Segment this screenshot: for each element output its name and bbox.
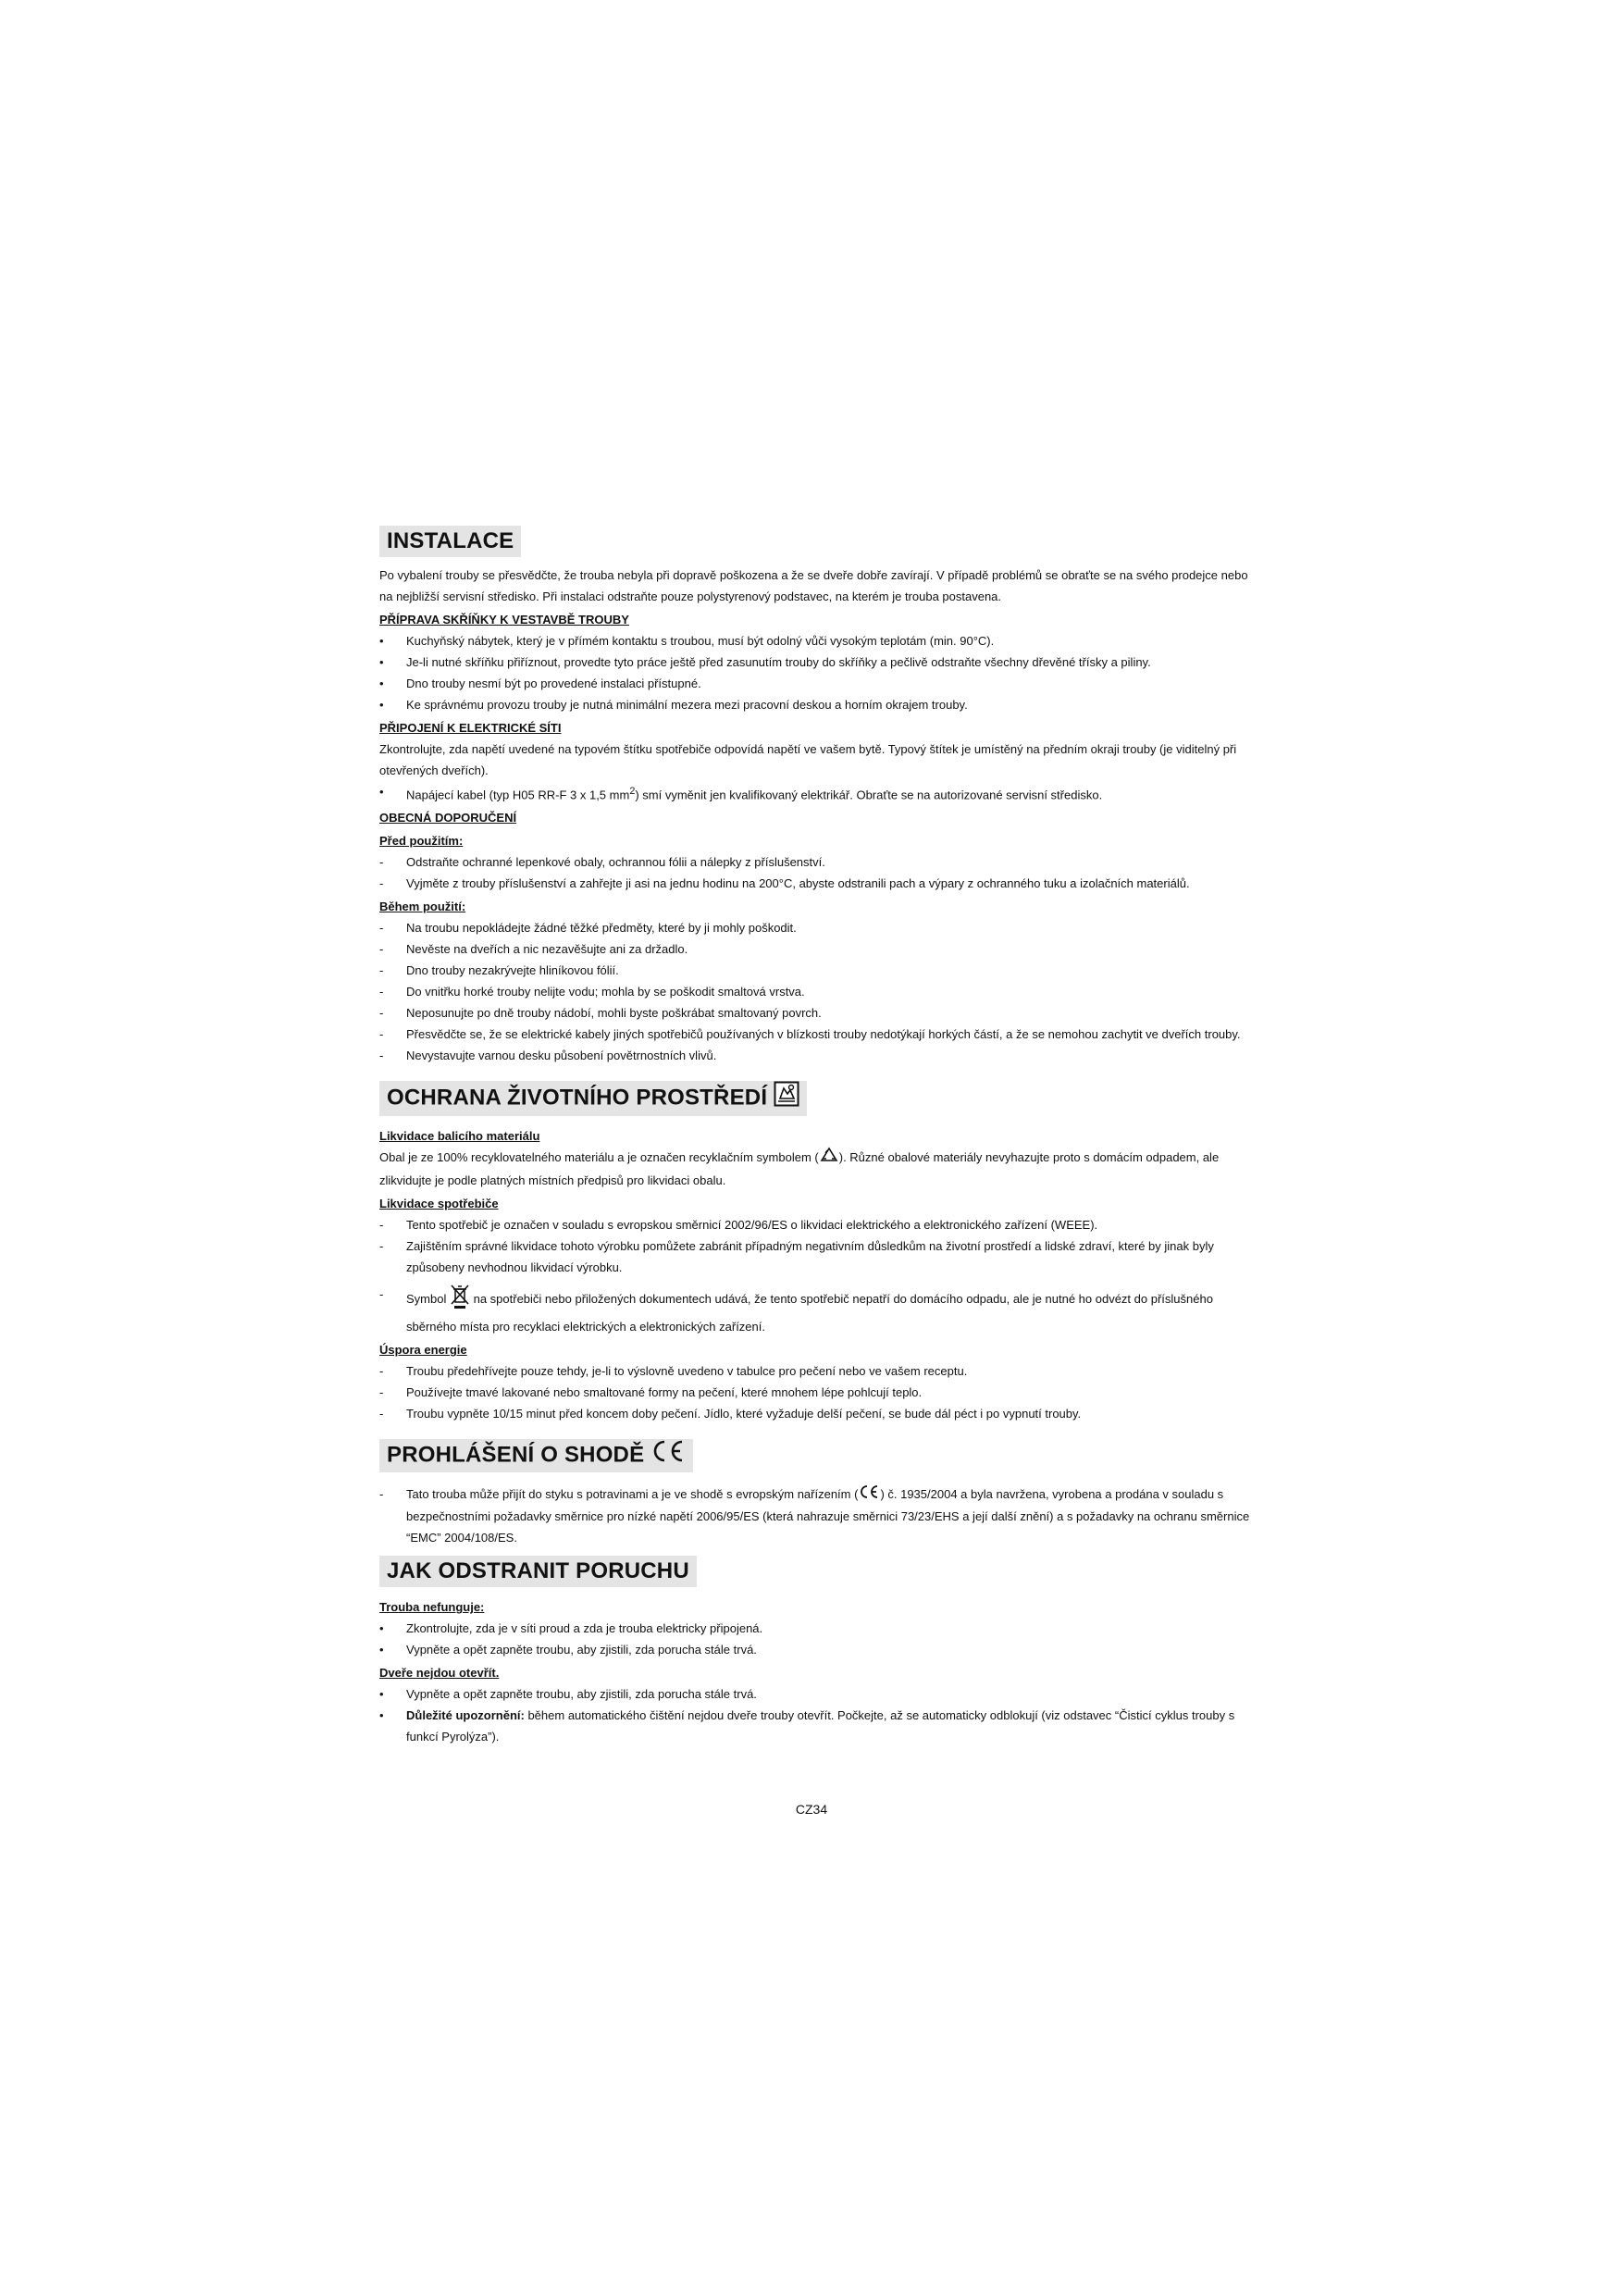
likvidace-spotrebice-list	[379, 1214, 1263, 1337]
uspora-energie-list	[379, 1360, 1263, 1424]
list-item: • Kuchyňský nábytek, který je v přímém kontaktu s troubou, musí být odolný vůči vysokým teplotám (min. 90°C).	[379, 634, 995, 648]
list-item: - Troubu předehřívejte pouze tehdy, je-li to výslovně uvedeno v tabulce pro pečení nebo ve vašem receptu.	[379, 1364, 968, 1379]
list-item: - Tato trouba může přijít do styku s potravinami a je ve shodě s evropským nařízením ( ) č. 1935/2004 a byla navržena, vyrobena a prodána v souladu s bezpečnostními požadavky směrnice pro nízké napětí 2006/95/ES (která nahrazuje směrnici 73/23/EHS a její další znění) a s požadavky na ochranu směrnice “EMC” 2004/108/ES.	[379, 1483, 1263, 1548]
instalace-intro: Po vybalení trouby se přesvědčte, že trouba nebyla při dopravě poškozena a že se dveře dobře zavírají. V případě problémů se obraťte se na svého prodejce nebo na nejbližší servisní středisko. Při instalaci odstraňte pouze polystyrenový podstavec, na kterém je trouba postavena.	[379, 568, 1248, 603]
list-item: - Neposunujte po dně trouby nádobí, mohli byste poškrábat smaltovaný povrch.	[379, 1006, 822, 1021]
priprava-list	[379, 630, 1263, 715]
list-item: • Vypněte a opět zapněte troubu, aby zjistili, zda porucha stále trvá.	[379, 1687, 757, 1702]
list-item: - Na troubu nepokládejte žádné těžké předměty, které by ji mohly poškodit.	[379, 921, 797, 936]
document-body	[379, 526, 1263, 1747]
subheading-behem-pouziti: Během použití:	[379, 900, 466, 914]
subheading-pripojeni: PŘIPOJENÍ K ELEKTRICKÉ SÍTI	[379, 721, 562, 735]
list-item: • Zkontrolujte, zda je v síti proud a zda je trouba elektricky připojená.	[379, 1621, 763, 1636]
pripojeni-text: Zkontrolujte, zda napětí uvedené na typovém štítku spotřebiče odpovídá napětí ve vašem bytě. Typový štítek je umístěný na předním okraji trouby (je viditelný při otevřených dveřích).	[379, 742, 1237, 777]
subheading-priprava: PŘÍPRAVA SKŘÍŇKY K VESTAVBĚ TROUBY	[379, 613, 629, 627]
list-item: • Je-li nutné skříňku přiříznout, provedte tyto práce ještě před zasunutím trouby do skříňky a pečlivě odstraňte všechny dřevěné třísky a piliny.	[379, 655, 1151, 669]
list-item: • Ke správnému provozu trouby je nutná minimální mezera mezi pracovní deskou a horním okrajem trouby.	[379, 698, 968, 712]
pripojeni-list	[379, 781, 1263, 805]
list-item: - Odstraňte ochranné lepenkové obaly, ochrannou fólii a nálepky z příslušenství.	[379, 855, 825, 870]
subheading-likvidace-baliciho: Likvidace balicího materiálu	[379, 1129, 540, 1144]
subheading-dvere-nejdou: Dveře nejdou otevřít.	[379, 1666, 500, 1681]
list-item: - Používejte tmavé lakované nebo smaltované formy na pečení, které mnohem lépe pohlcují teplo.	[379, 1385, 923, 1400]
trouba-nefunguje-list	[379, 1618, 1263, 1660]
list-item: - Přesvědčte se, že se elektrické kabely jiných spotřebičů používaných v blízkosti trouby nedotýkají horkých částí, a že se nemohou zachytit ve dveřích trouby.	[379, 1027, 1241, 1042]
pred-pouzitim-list	[379, 851, 1263, 894]
prohlaseni-list	[379, 1483, 1263, 1548]
subheading-uspora-energie: Úspora energie	[379, 1343, 467, 1358]
list-item: - Do vnitřku horké trouby nelijte vodu; mohla by se poškodit smaltová vrstva.	[379, 985, 805, 999]
crossed-bin-icon	[450, 1284, 470, 1316]
list-item: - Dno trouby nezakrývejte hliníkovou fólií.	[379, 963, 619, 978]
list-item: - Tento spotřebič je označen v souladu s evropskou směrnicí 2002/96/ES o likvidaci elektrického a elektronického zařízení (WEEE).	[379, 1218, 1098, 1233]
CE-mark-icon	[858, 1484, 880, 1506]
dvere-nejdou-list	[379, 1683, 1263, 1747]
list-item: - Nevěste na dveřích a nic nezavěšujte ani za držadlo.	[379, 942, 688, 957]
list-item: • Dno trouby nesmí být po provedené instalaci přístupné.	[379, 676, 701, 690]
CE-mark-icon	[650, 1439, 686, 1472]
list-item: - Troubu vypněte 10/15 minut před koncem doby pečení. Jídlo, které vyžaduje delší pečení, se bude dál péct i po vypnutí trouby.	[379, 1407, 1082, 1421]
page-number: CZ34	[795, 1802, 828, 1817]
behem-pouziti-list	[379, 917, 1263, 1066]
likvidace-baliciho-text: Obal je ze 100% recyklovatelného materiálu a je označen recyklačním symbolem ( ). Různé obalové materiály nevyhazujte proto s domácím odpadem, ale zlikvidujte je podle platných místních předpisů pro likvidaci obalu.	[379, 1147, 1263, 1191]
list-item: - Vyjměte z trouby příslušenství a zahřejte ji asi na jednu hodinu na 200°C, abyste odstranili pach a výpary z ochranného tuku a izolačních materiálů.	[379, 876, 1190, 891]
section-title-instalace: INSTALACE	[379, 526, 521, 557]
section-title-porucha: JAK ODSTRANIT PORUCHU	[379, 1556, 697, 1587]
section-title-prohlaseni: PROHLÁŠENÍ O SHODĚ	[379, 1439, 693, 1472]
list-item: • Vypněte a opět zapněte troubu, aby zjistili, zda porucha stále trvá.	[379, 1643, 757, 1657]
environment-icon	[774, 1081, 799, 1116]
section-title-ochrana: OCHRANA ŽIVOTNÍHO PROSTŘEDÍ	[379, 1081, 807, 1116]
recycle-icon	[819, 1147, 839, 1170]
list-item: - Symbol na spotřebiči nebo přiložených dokumentech udává, že tento spotřebič nepatří do domácího odpadu, ale je nutné ho odvézt do příslušného sběrného místa pro recyklaci elektrických a elektronických zařízení.	[379, 1284, 1263, 1337]
subheading-pred-pouzitim: Před použitím:	[379, 834, 464, 849]
list-item: • Důležité upozornění: během automatického čištění nejdou dveře trouby otevřít. Počkejte, až se automaticky odblokují (viz odstavec “Čisticí cyklus trouby s funkcí Pyrolýza”).	[379, 1708, 1235, 1744]
list-item: • Napájecí kabel (typ H05 RR-F 3 x 1,5 $mm^2$) smí vyměnit jen kvalifikovaný elektrikář. Obraťte se na autorizované servisní středisko.	[379, 785, 1103, 802]
subheading-trouba-nefunguje: Trouba nefunguje:	[379, 1600, 485, 1615]
subheading-likvidace-spotrebice: Likvidace spotřebiče	[379, 1197, 499, 1211]
subheading-doporuceni: OBECNÁ DOPORUČENÍ	[379, 811, 517, 825]
list-item: - Nevystavujte varnou desku působení povětrnostních vlivů.	[379, 1049, 717, 1063]
list-item: - Zajištěním správné likvidace tohoto výrobku pomůžete zabránit případným negativním důsledkům na životní prostředí a lidské zdraví, které by jinak byly způsobeny nevhodnou likvidací výrobku.	[379, 1239, 1214, 1275]
